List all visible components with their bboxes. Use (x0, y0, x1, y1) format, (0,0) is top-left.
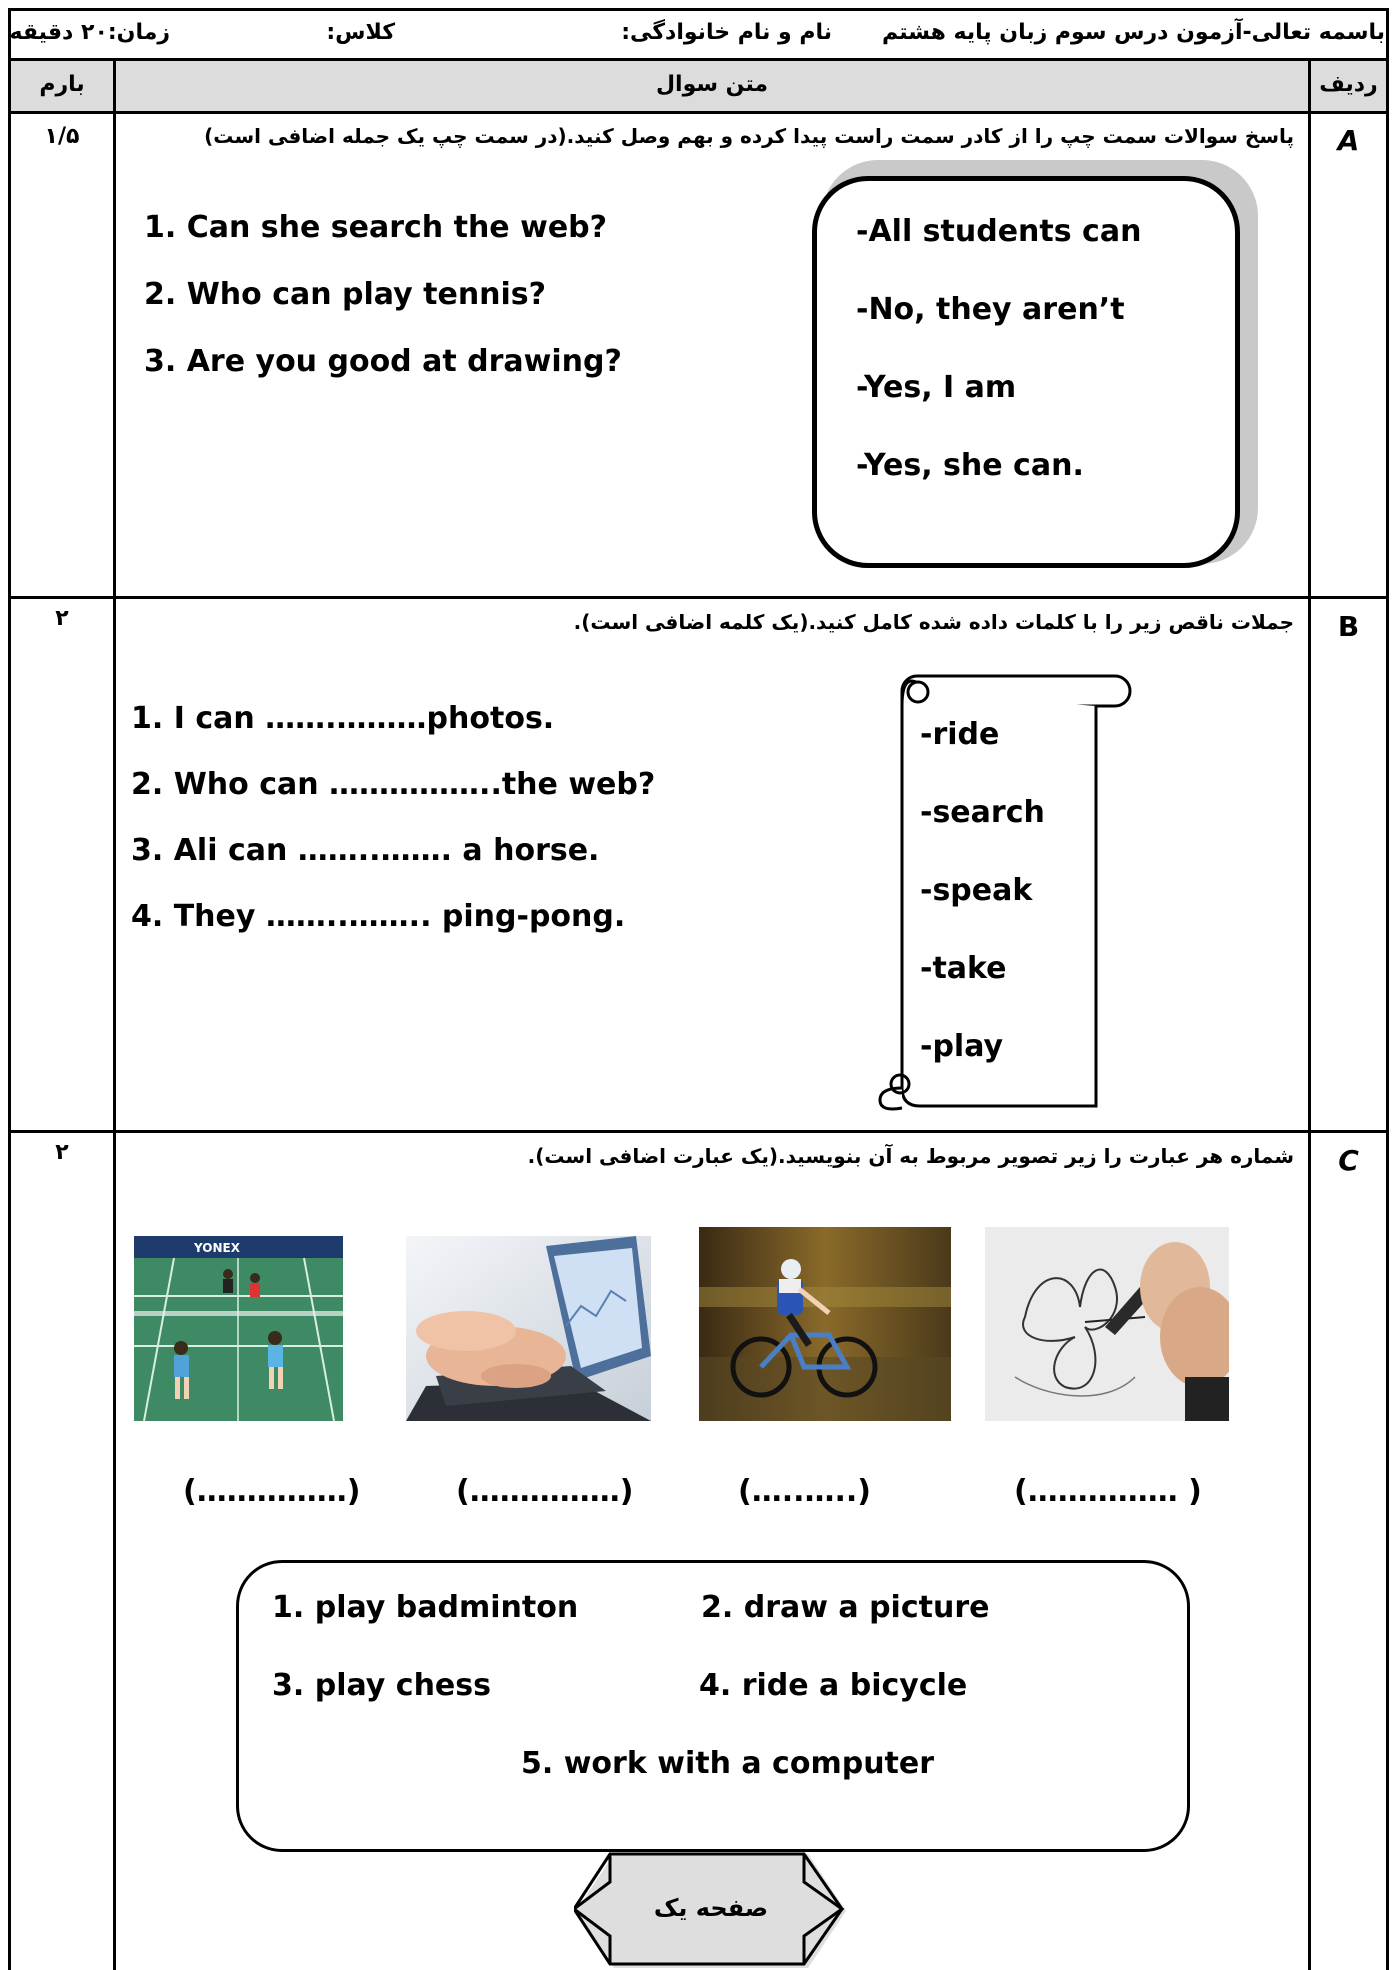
section-a-score: ۱/۵ (44, 124, 80, 149)
colhead-divider (8, 111, 1389, 114)
exam-title: باسمه تعالی-آزمون درس سوم زبان پایه هشتم (881, 20, 1385, 45)
section-c-blank[interactable]: (…………… ) (1014, 1474, 1202, 1509)
page-label: صفحه یک (653, 1894, 769, 1922)
section-a-answer: -All students can (856, 214, 1142, 249)
section-c-phrase: 3. play chess (272, 1668, 491, 1703)
bicycle-photo (699, 1227, 951, 1421)
section-b-word: -take (920, 951, 1007, 986)
row-col-divider (1308, 58, 1311, 1970)
score-col-divider (113, 58, 116, 1970)
column-header-question: متن سوال (655, 72, 769, 97)
class-label: کلاس: (326, 20, 395, 45)
section-b-sentence: 2. Who can ……………..the web? (131, 767, 656, 802)
drawing-photo (985, 1227, 1229, 1421)
section-b-sentence: 4. They ……..…….. ping-pong. (131, 899, 626, 934)
student-name-label: نام و نام خانوادگی: (621, 20, 832, 45)
section-c-blank[interactable]: (……………) (183, 1474, 361, 1509)
section-b-score: ۲ (55, 606, 69, 631)
section-a-answer: -No, they aren’t (856, 292, 1125, 327)
section-c-phrase: 1. play badminton (272, 1590, 579, 1625)
section-a-answer: -Yes, she can. (856, 448, 1084, 483)
section-c-letter: C (1338, 1144, 1359, 1177)
column-header-score: بارم (39, 72, 85, 97)
section-c-phrase: 4. ride a bicycle (699, 1668, 968, 1703)
section-b-letter: B (1337, 610, 1360, 643)
section-c-phrase: 5. work with a computer (521, 1746, 935, 1781)
section-a-answer: -Yes, I am (856, 370, 1017, 405)
section-b-word: -ride (920, 717, 1000, 752)
section-c-instruction: شماره هر عبارت را زیر تصویر مربوط به آن بنویسید.(یک عبارت اضافی است). (527, 1144, 1294, 1168)
section-b-word: -play (920, 1029, 1004, 1064)
section-a-letter: A (1337, 124, 1360, 157)
section-a-divider (8, 596, 1389, 599)
badminton-board-text: YONEX (194, 1241, 240, 1255)
computer-photo (406, 1236, 651, 1421)
section-a-question: 3. Are you good at drawing? (144, 344, 622, 379)
section-a-question: 2. Who can play tennis? (144, 277, 547, 312)
badminton-photo (134, 1236, 343, 1421)
section-c-blank[interactable]: (……………) (456, 1474, 634, 1509)
section-c-blank[interactable]: (…..…..) (738, 1474, 872, 1509)
column-header-row: ردیف (1319, 72, 1378, 97)
section-b-instruction: جملات ناقص زیر را با کلمات داده شده کامل کنید.(یک کلمه اضافی است). (573, 610, 1294, 634)
border-left (8, 8, 11, 1970)
section-c-phrase: 2. draw a picture (701, 1590, 990, 1625)
section-b-word: -search (920, 795, 1045, 830)
section-a-instruction: پاسخ سوالات سمت چپ را از کادر سمت راست پیدا کرده و بهم وصل کنید.(در سمت چپ یک جمله اضافی است) (204, 124, 1294, 148)
section-b-divider (8, 1130, 1389, 1133)
border-right (1386, 8, 1389, 1970)
section-c-score: ۲ (55, 1140, 69, 1165)
section-b-sentence: 1. I can …….………photos. (131, 701, 555, 736)
section-a-question: 1. Can she search the web? (144, 210, 608, 245)
time-label: زمان:۲۰ دقیقه (9, 20, 170, 45)
section-b-word: -speak (920, 873, 1033, 908)
section-b-sentence: 3. Ali can ……..……. a horse. (131, 833, 600, 868)
border-top (8, 8, 1389, 11)
